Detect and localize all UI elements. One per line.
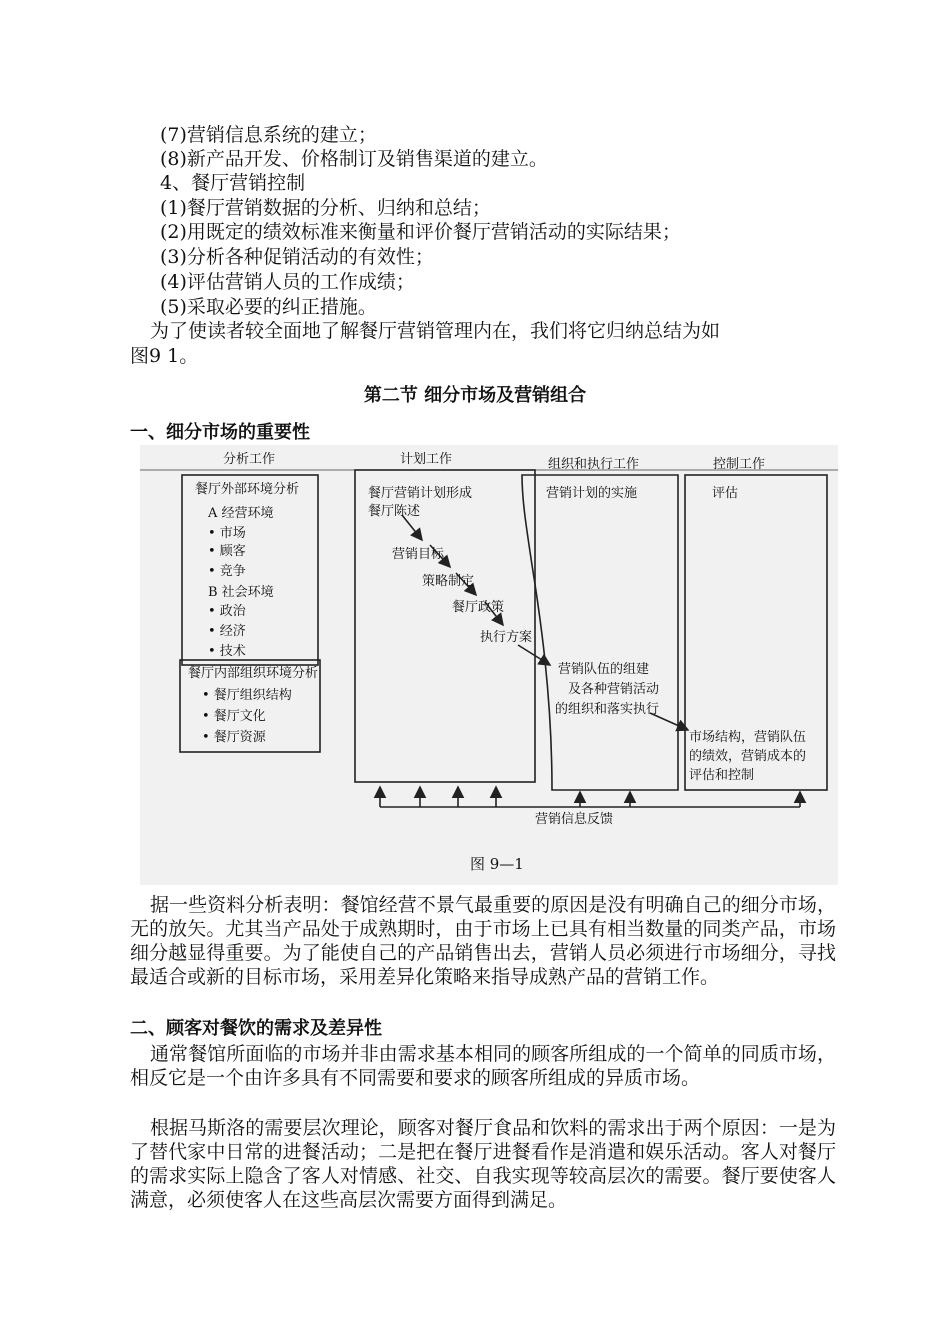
paragraph-market: 通常餐馆所面临的市场并非由需求基本相同的顾客所组成的一个简单的同质市场，相反它是一个由许多具有不同需要和要求的顾客所组成的异质市场。 (130, 1043, 836, 1089)
plan-item-2: 营销目标 (392, 547, 445, 562)
paragraph-analysis: 据一些资料分析表明：餐馆经营不景气最重要的原因是没有明确自己的细分市场，无的放矢。尤其当产品处于成熟期时，由于市场上已具有相当数量的同类产品，市场细分越显得重要。为了能使自己的产品销售出去，营销人员必须进行市场细分，寻找最适合或新的目标市场，采用差异化策略来指导成熟产品的营销工作。 (130, 894, 836, 988)
list-item-7: (7)营销信息系统的建立； (160, 124, 377, 146)
list-item-c2: (2)用既定的绩效标准来衡量和评价餐厅营销活动的实际结果； (160, 221, 681, 243)
ext-item-5: • 政治 (208, 604, 246, 619)
figure-9-1 (140, 445, 838, 885)
summary-line-1: 为了使读者较全面地了解餐厅营销管理内在，我们将它归纳总结为如 (150, 320, 721, 342)
col-org-label: 组织和执行工作 (548, 457, 640, 472)
plan-item-1: 餐厅陈述 (368, 504, 421, 519)
org-item-2: 的组织和落实执行 (555, 702, 660, 717)
int-item-2: • 餐厅资源 (202, 730, 266, 745)
plan-item-5: 执行方案 (480, 630, 533, 645)
org-item-1: 及各种营销活动 (568, 682, 660, 697)
list-item-c1: (1)餐厅营销数据的分析、归纳和总结； (160, 197, 491, 219)
paragraph-maslow: 根据马斯洛的需要层次理论，顾客对餐厅食品和饮料的需求出于两个原因：一是为了替代家中日常的进餐活动；二是把在餐厅进餐看作是消遣和娱乐活动。客人对餐厅的需求实际上隐含了客人对情感、社交、自我实现等较高层次的需要。餐厅要使客人满意，必须使客人在这些高层次需要方面得到满足。 (130, 1117, 836, 1211)
plan-item-0: 餐厅营销计划形成 (368, 486, 473, 501)
summary-line-2: 图9 1。 (130, 345, 199, 367)
ext-item-1: • 市场 (208, 526, 246, 541)
ext-item-6: • 经济 (208, 624, 246, 639)
plan-item-3: 策略制定 (422, 574, 475, 589)
list-item-8: (8)新产品开发、价格制订及销售渠道的建立。 (160, 148, 548, 170)
figure-caption: 图 9—1 (470, 855, 524, 873)
plan-item-4: 餐厅政策 (452, 600, 505, 615)
section-title: 第二节 细分市场及营销组合 (363, 385, 587, 406)
col-control-label: 控制工作 (713, 457, 766, 472)
col-plan-label: 计划工作 (400, 452, 453, 467)
ext-item-2: • 顾客 (208, 544, 246, 559)
int-title: 餐厅内部组织环境分析 (188, 666, 319, 681)
organization-box (522, 475, 678, 790)
ext-item-0: A 经营环境 (208, 506, 274, 521)
heading-customer-demand: 二、顾客对餐饮的需求及差异性 (130, 1018, 382, 1039)
int-item-0: • 餐厅组织结构 (202, 688, 292, 703)
ctrl-title: 评估 (712, 486, 739, 501)
org-title: 营销计划的实施 (546, 486, 638, 501)
external-analysis-box (182, 475, 318, 665)
col-analysis-label: 分析工作 (223, 452, 276, 467)
list-item-c3: (3)分析各种促销活动的有效性； (160, 246, 434, 268)
heading-segmentation: 一、细分市场的重要性 (130, 422, 310, 443)
ctrl-item-0: 市场结构，营销队伍 (689, 730, 807, 745)
list-item-c4: (4)评估营销人员的工作成绩； (160, 271, 415, 293)
list-item-c5: (5)采取必要的纠正措施。 (160, 296, 377, 318)
feedback-label: 营销信息反馈 (535, 812, 614, 827)
ext-item-3: • 竞争 (208, 564, 246, 579)
ext-item-7: • 技术 (208, 644, 246, 659)
ext-title: 餐厅外部环境分析 (195, 482, 300, 497)
ext-item-4: B 社会环境 (208, 585, 274, 600)
ctrl-item-1: 的绩效，营销成本的 (689, 749, 807, 764)
subheading-control: 4、餐厅营销控制 (160, 172, 306, 194)
org-item-0: 营销队伍的组建 (558, 662, 650, 677)
ctrl-item-2: 评估和控制 (689, 768, 755, 783)
int-item-1: • 餐厅文化 (202, 709, 266, 724)
